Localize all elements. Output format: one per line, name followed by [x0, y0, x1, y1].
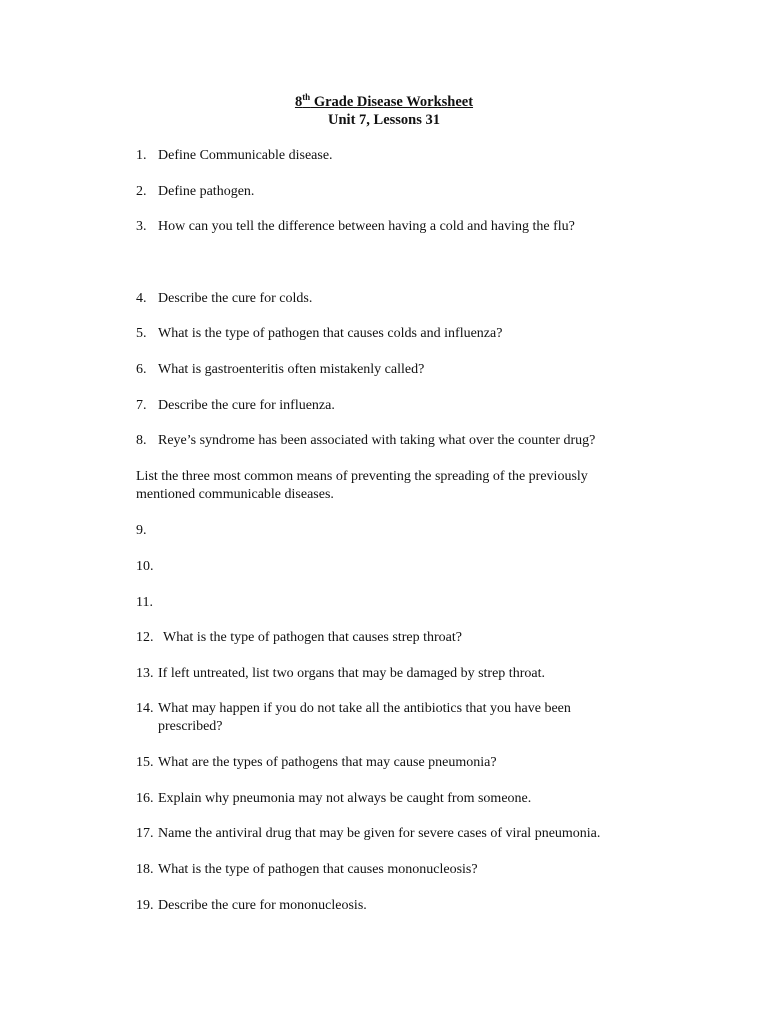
question-number: 7.	[136, 398, 147, 413]
question-number: 17.	[136, 826, 154, 841]
question-number: 16.	[136, 791, 154, 806]
question-text: What is the type of pathogen that causes colds and influenza?	[158, 326, 503, 341]
item-number: 10.	[136, 559, 154, 574]
question-number: 18.	[136, 862, 154, 877]
question-number: 15.	[136, 755, 154, 770]
question-number: 6.	[136, 362, 147, 377]
worksheet-subtitle: Unit 7, Lessons 31	[328, 112, 440, 128]
question-number: 14.	[136, 701, 154, 716]
question-text: What is the type of pathogen that causes mononucleosis?	[158, 862, 478, 877]
question-number: 19.	[136, 898, 154, 913]
question-text: Name the antiviral drug that may be given for severe cases of viral pneumonia.	[158, 826, 601, 841]
question-number: 13.	[136, 666, 154, 681]
question-number: 3.	[136, 219, 147, 234]
question-text: What are the types of pathogens that may cause pneumonia?	[158, 755, 497, 770]
question-text: Describe the cure for mononucleosis.	[158, 898, 367, 913]
title-superscript: th	[302, 92, 311, 103]
title-text: Grade Disease Worksheet	[310, 94, 474, 110]
question-number: 5.	[136, 326, 147, 341]
question-text: Describe the cure for influenza.	[158, 398, 335, 413]
title-grade-number: 8	[294, 94, 303, 110]
question-text: What may happen if you do not take all the antibiotics that you have been prescribed?	[158, 701, 571, 734]
question-text: Define Communicable disease.	[158, 148, 333, 163]
question-text: What is the type of pathogen that causes strep throat?	[163, 630, 462, 645]
question-number: 2.	[136, 184, 147, 199]
item-number: 9.	[136, 523, 147, 538]
question-number: 12.	[136, 630, 154, 645]
question-text: How can you tell the difference between having a cold and having the flu?	[158, 219, 575, 234]
question-text: If left untreated, list two organs that may be damaged by strep throat.	[158, 666, 545, 681]
question-text: Reye’s syndrome has been associated with taking what over the counter drug?	[158, 433, 596, 448]
question-text: Explain why pneumonia may not always be caught from someone.	[158, 791, 532, 806]
question-text: Describe the cure for colds.	[158, 291, 313, 306]
instruction-paragraph: List the three most common means of preventing the spreading of the previously mentioned communicable diseases.	[136, 469, 588, 502]
question-number: 4.	[136, 291, 147, 306]
worksheet-title	[0, 93, 768, 111]
question-text: Define pathogen.	[158, 184, 255, 199]
item-number: 11.	[136, 595, 153, 610]
question-number: 1.	[136, 148, 147, 163]
question-text: What is gastroenteritis often mistakenly called?	[158, 362, 425, 377]
question-number: 8.	[136, 433, 147, 448]
